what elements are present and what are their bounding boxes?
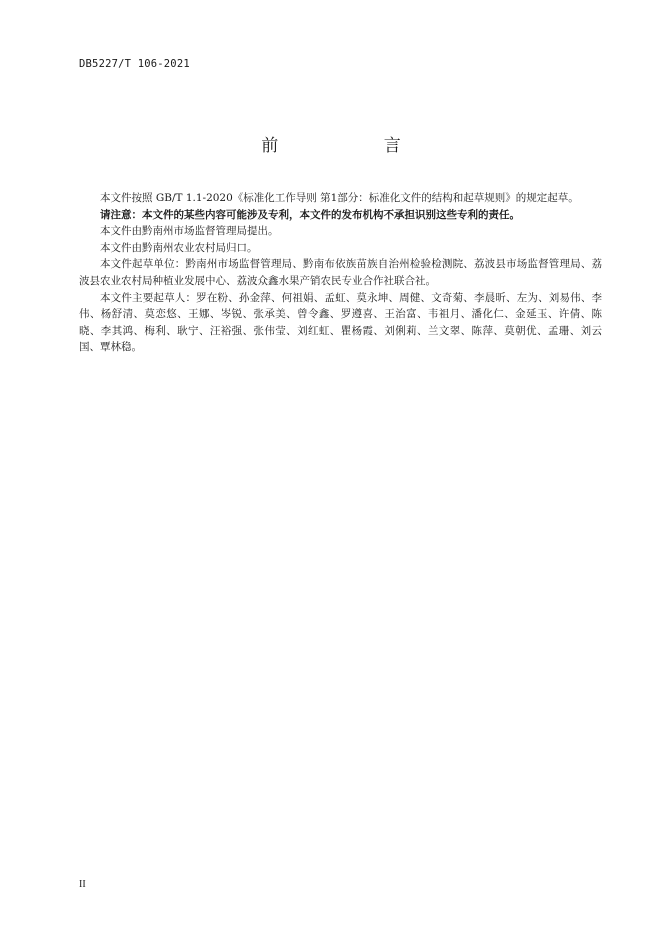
drafters-paragraph: 本文件主要起草人：罗在粉、孙金萍、何祖娟、孟虹、莫永坤、周健、文奇菊、李晨昕、左为、刘易伟、李伟、杨舒清、莫恋悠、王娜、岑锐、张承美、曾令鑫、罗遵喜、王治富、韦祖月、潘化仁、金延玉、许倩、陈晓、李其鸿、梅利、耿宁、汪裕强、张伟莹、刘红虹、瞿杨霞、刘俐莉、兰文翠、陈萍、莫朝优、孟珊、刘云国、覃林稳。 [79,291,602,354]
drafting-rules-paragraph: 本文件按照 GB/T 1.1-2020《标准化工作导则 第1部分：标准化文件的结构和起草规则》的规定起草。 [100,192,579,204]
page-number: II [79,879,86,890]
page-title: 前 言 [261,136,451,156]
patent-notice-paragraph: 请注意：本文件的某些内容可能涉及专利，本文件的发布机构不承担识别这些专利的责任。 [100,208,520,221]
foreword-body [79,190,602,356]
standard-code: DB5227/T 106-2021 [79,58,190,70]
drafting-units-paragraph: 本文件起草单位：黔南州市场监督管理局、黔南布依族苗族自治州检验检测院、荔波县市场监督管理局、荔波县农业农村局种植业发展中心、荔波众鑫水果产销农民专业合作社联合社。 [79,258,602,287]
managed-by-paragraph: 本文件由黔南州农业农村局归口。 [100,241,258,254]
proposed-by-paragraph: 本文件由黔南州市场监督管理局提出。 [100,225,279,238]
